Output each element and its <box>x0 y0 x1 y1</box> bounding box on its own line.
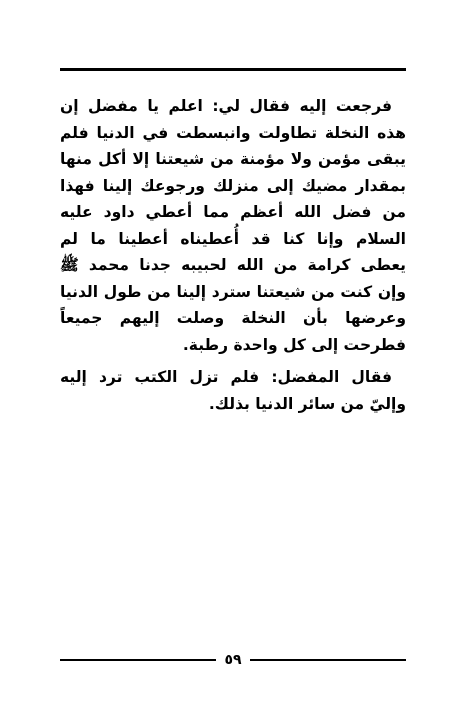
footer-rule-left <box>60 659 216 661</box>
page-footer <box>60 650 406 670</box>
page-number: ٥٩ <box>224 652 242 668</box>
body-text <box>60 93 406 417</box>
footer-rule-right <box>250 659 406 661</box>
header-rule <box>60 68 406 71</box>
paragraph-2: فقال المفضل: فلم تزل الكتب ترد إليه وإليّ من سائر الدنيا بذلك. <box>60 368 406 413</box>
paragraph-1: فرجعت إليه فقال لي: اعلم يا مفضل إن هذه النخلة تطاولت وانبسطت في الدنيا فلم يبقى مؤمن ولا مؤمنة من شيعتنا إلا أكل منها بمقدار مضيك إلى منزلك ورجوعك إلينا فهذا من فضل الله أعظم مما أعطي داود عليه السلام وإنا كنا قد أُعطيناه أعطينا ما لم يعطى كرامة من الله لحبيبه جدنا محمد ﷺ وإن كنت من شيعتنا سترد إلينا من طول الدنيا وعرضها بأن النخلة وصلت إليهم جميعاً فطرحت إلى كل واحدة رطبة. <box>60 97 406 354</box>
